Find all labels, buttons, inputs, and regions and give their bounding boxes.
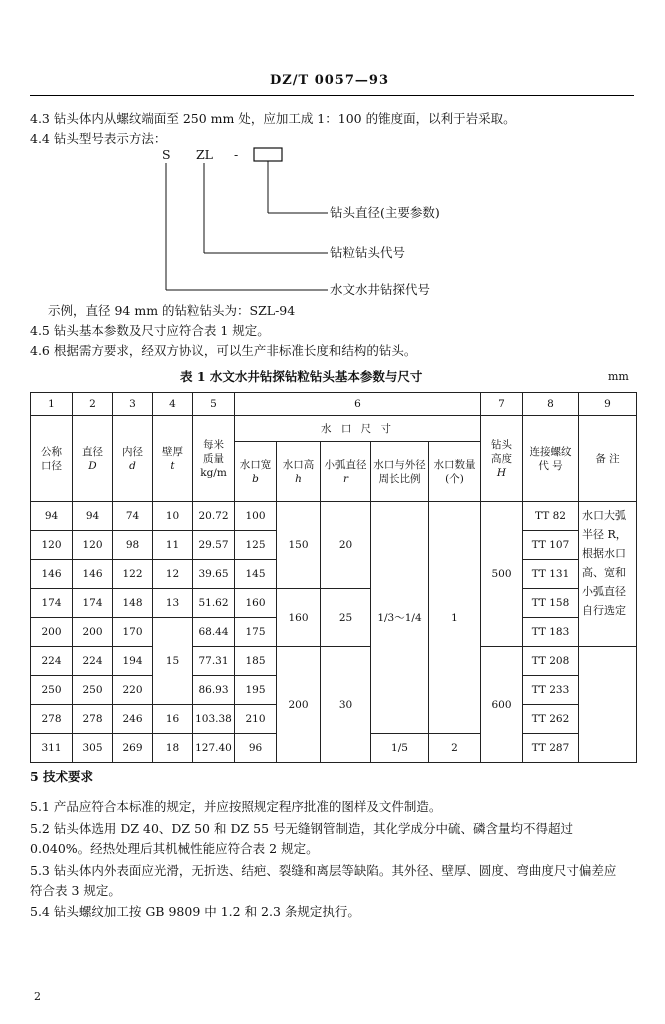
- table-cell: 94: [73, 502, 113, 531]
- clause-5-3-line2: 符合表 3 规定。: [30, 883, 121, 898]
- hdr-wall: 壁厚 t: [153, 416, 193, 502]
- table-cell: 200: [73, 618, 113, 647]
- table-cell: 210: [235, 705, 277, 734]
- table-cell: 150: [277, 502, 321, 589]
- table-cell: 246: [113, 705, 153, 734]
- clause-5-1: 5.1 产品应符合本标准的规定，并应按照规定程序批准的图样及文件制造。: [30, 799, 442, 814]
- table-cell: 174: [31, 589, 73, 618]
- colnum: 2: [73, 393, 113, 416]
- table-cell: 200: [277, 647, 321, 763]
- table-cell: TT 183: [523, 618, 579, 647]
- code-s: S: [162, 147, 171, 162]
- table-cell: 224: [73, 647, 113, 676]
- table-cell: 600: [481, 647, 523, 763]
- colnum: 7: [481, 393, 523, 416]
- table-cell: 30: [321, 647, 371, 763]
- hdr-count: 水口数量 (个): [429, 442, 481, 502]
- colnum: 5: [193, 393, 235, 416]
- table-cell: 305: [73, 734, 113, 763]
- table-cell: 194: [113, 647, 153, 676]
- table-cell: TT 107: [523, 531, 579, 560]
- clause-4-6: 4.6 根据需方要求，经双方协议，可以生产非标准长度和结构的钻头。: [30, 343, 417, 358]
- table-cell: TT 233: [523, 676, 579, 705]
- table-cell: TT 208: [523, 647, 579, 676]
- table-cell: 39.65: [193, 560, 235, 589]
- table-cell: 224: [31, 647, 73, 676]
- table-cell: 10: [153, 502, 193, 531]
- hdr-height: 钻头 高度 H: [481, 416, 523, 502]
- table-cell: 160: [277, 589, 321, 647]
- label-s: 水文水井钻探代号: [330, 282, 431, 297]
- table-cell: 68.44: [193, 618, 235, 647]
- table-cell: 220: [113, 676, 153, 705]
- table-cell: 51.62: [193, 589, 235, 618]
- table-caption: 表 1 水文水井钻探钻粒钻头基本参数与尺寸: [180, 369, 423, 384]
- table-cell: TT 158: [523, 589, 579, 618]
- colnum: 1: [31, 393, 73, 416]
- table-cell: 269: [113, 734, 153, 763]
- table-cell: 278: [73, 705, 113, 734]
- hdr-gap-width: 水口宽 b: [235, 442, 277, 502]
- table-cell: TT 131: [523, 560, 579, 589]
- table-cell: 15: [153, 618, 193, 705]
- table-cell: 86.93: [193, 676, 235, 705]
- table-cell: 12: [153, 560, 193, 589]
- table-cell: 200: [31, 618, 73, 647]
- clause-5-2-line2: 0.040%。经热处理后其机械性能应符合表 2 规定。: [30, 841, 319, 856]
- table-cell: 146: [73, 560, 113, 589]
- table-cell: 13: [153, 589, 193, 618]
- table-cell: 2: [429, 734, 481, 763]
- example-line: 示例，直径 94 mm 的钻粒钻头为：SZL-94: [48, 303, 296, 318]
- table-row: [31, 647, 637, 676]
- table-cell: 185: [235, 647, 277, 676]
- header-rule: [30, 95, 634, 96]
- label-zl: 钻粒钻头代号: [330, 245, 406, 260]
- hdr-thread: 连接螺纹 代 号: [523, 416, 579, 502]
- spec-table: [30, 392, 637, 763]
- table-cell: 148: [113, 589, 153, 618]
- clause-4-4: 4.4 钻头型号表示方法：: [30, 131, 167, 146]
- table-cell: 122: [113, 560, 153, 589]
- colnum: 8: [523, 393, 579, 416]
- clause-5-4: 5.4 钻头螺纹加工按 GB 9809 中 1.2 和 2.3 条规定执行。: [30, 904, 360, 919]
- hdr-mass: 每米 质量 kg/m: [193, 416, 235, 502]
- table-cell: 16: [153, 705, 193, 734]
- table-cell: 311: [31, 734, 73, 763]
- code-zl: ZL: [196, 147, 213, 162]
- section-5-title: 5 技术要求: [30, 769, 94, 784]
- table-cell: 94: [31, 502, 73, 531]
- table-cell: 170: [113, 618, 153, 647]
- hdr-water-gap: 水 口 尺 寸: [235, 416, 481, 442]
- table-cell: 1: [429, 502, 481, 734]
- table-cell: [579, 647, 637, 763]
- code-dash: -: [234, 147, 239, 162]
- table-cell: 103.38: [193, 705, 235, 734]
- table-cell: 77.31: [193, 647, 235, 676]
- table-cell: 11: [153, 531, 193, 560]
- code-box: [254, 148, 282, 161]
- table-cell: 29.57: [193, 531, 235, 560]
- table-cell: TT 287: [523, 734, 579, 763]
- column-number-row: [31, 393, 637, 416]
- hdr-nominal: 公称 口径: [31, 416, 73, 502]
- clause-5-3-line1: 5.3 钻头体内外表面应光滑，无折迭、结疤、裂缝和离层等缺陷。其外径、壁厚、圆度、弯曲度尺寸偏差应: [30, 863, 617, 878]
- table-cell: 100: [235, 502, 277, 531]
- colnum: 3: [113, 393, 153, 416]
- table-cell: 120: [31, 531, 73, 560]
- table-cell: 146: [31, 560, 73, 589]
- table-cell: 25: [321, 589, 371, 647]
- clause-5-2-line1: 5.2 钻头体选用 DZ 40、DZ 50 和 DZ 55 号无缝钢管制造，其化学成分中硫、磷含量均不得超过: [30, 821, 574, 836]
- colnum: 9: [579, 393, 637, 416]
- table-cell: 160: [235, 589, 277, 618]
- table-cell: 250: [31, 676, 73, 705]
- table-cell: 278: [31, 705, 73, 734]
- model-code-diagram: [150, 145, 470, 305]
- table-unit: mm: [608, 370, 629, 383]
- hdr-gap-height: 水口高 h: [277, 442, 321, 502]
- table-cell: 500: [481, 502, 523, 647]
- table-cell: 120: [73, 531, 113, 560]
- table-cell: 175: [235, 618, 277, 647]
- page-number: 2: [34, 990, 41, 1003]
- table-cell: 20: [321, 502, 371, 589]
- hdr-diameter: 直径 D: [73, 416, 113, 502]
- table-cell: 96: [235, 734, 277, 763]
- label-diameter: 钻头直径(主要参数): [330, 205, 440, 220]
- colnum: 4: [153, 393, 193, 416]
- table-cell: 18: [153, 734, 193, 763]
- clause-4-3: 4.3 钻头体内从螺纹端面至 250 mm 处，应加工成 1：100 的锥度面，以利于岩采取。: [30, 111, 516, 126]
- hdr-inner: 内径 d: [113, 416, 153, 502]
- hdr-ratio: 水口与外径 周长比例: [371, 442, 429, 502]
- table-cell: 20.72: [193, 502, 235, 531]
- table-cell: 174: [73, 589, 113, 618]
- table-cell: 125: [235, 531, 277, 560]
- standard-code-header: DZ/T 0057—93: [270, 73, 389, 88]
- table-cell: 195: [235, 676, 277, 705]
- colnum: 6: [235, 393, 481, 416]
- hdr-arc-dia: 小弧直径 r: [321, 442, 371, 502]
- table-cell: 98: [113, 531, 153, 560]
- table-cell: 127.40: [193, 734, 235, 763]
- table-cell: 145: [235, 560, 277, 589]
- hdr-remark: 备 注: [579, 416, 637, 502]
- table-cell: 74: [113, 502, 153, 531]
- table-cell: 1/5: [371, 734, 429, 763]
- table-cell: 1/3～1/4: [371, 502, 429, 734]
- table-cell: TT 82: [523, 502, 579, 531]
- table-row: [31, 589, 637, 618]
- table-cell: TT 262: [523, 705, 579, 734]
- table-row: [31, 502, 637, 531]
- remark-note: 水口大弧半径 R，根据水口高、宽和小弧直径自行选定: [579, 502, 637, 647]
- table-cell: 250: [73, 676, 113, 705]
- clause-4-5: 4.5 钻头基本参数及尺寸应符合表 1 规定。: [30, 323, 270, 338]
